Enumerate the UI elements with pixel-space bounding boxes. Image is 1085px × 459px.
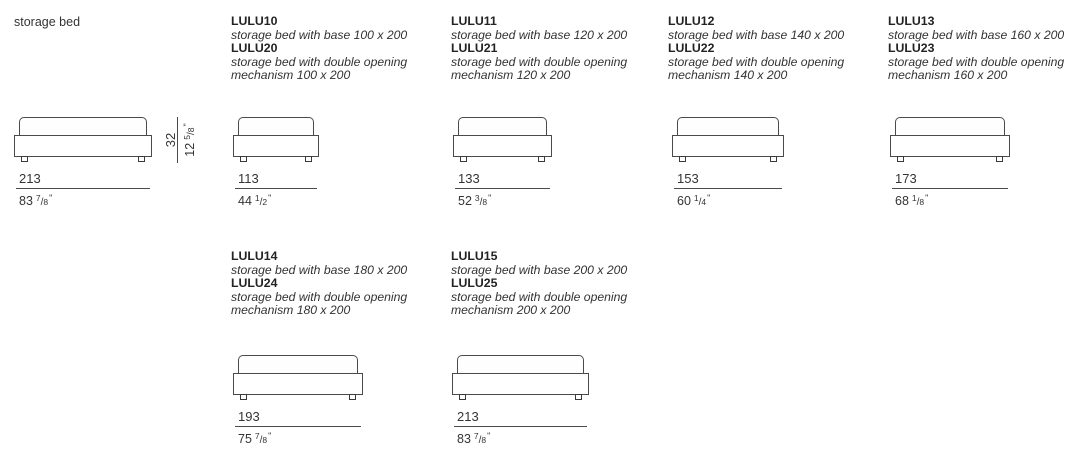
- dimension-line: [454, 426, 587, 427]
- bed-drawing-173: [890, 117, 1010, 217]
- dimension-inches: 83 $^7$/8": [19, 193, 53, 208]
- dimension-cm: 173: [895, 171, 917, 186]
- bed-foot: [240, 394, 247, 400]
- dimension-inches: 52 $^3$/8": [458, 193, 492, 208]
- dimension-cm: 213: [19, 171, 41, 186]
- mattress-outline: [19, 117, 147, 135]
- model-description: storage bed with double opening mechanism 200 x 200: [451, 289, 628, 318]
- bed-foot: [538, 156, 545, 162]
- dimension-inches: 60 $^1$/4": [677, 193, 711, 208]
- bed-front-view: [452, 355, 589, 400]
- bed-drawing-213b: [452, 355, 589, 455]
- bed-foot: [575, 394, 582, 400]
- bed-drawing-213: [14, 117, 152, 217]
- spec-column-lulu10: [231, 15, 443, 83]
- dimension-cm: 193: [238, 409, 260, 424]
- model-code: LULU12: [668, 14, 715, 28]
- height-dimension-cm: 32: [163, 132, 178, 148]
- dimension-inches: 83 $^7$/8": [457, 431, 491, 446]
- bed-foot: [460, 156, 467, 162]
- bed-front-view: [453, 117, 552, 162]
- model-code: LULU20: [231, 41, 278, 56]
- bed-foot: [459, 394, 466, 400]
- model-description: storage bed with base 180 x 200: [231, 262, 408, 277]
- dimension-cm: 153: [677, 171, 699, 186]
- dimension-line: [674, 188, 782, 189]
- dimension-line: [235, 188, 317, 189]
- dimension-inches: 75 $^7$/8": [238, 431, 272, 446]
- model-description: storage bed with base 160 x 200: [888, 27, 1065, 42]
- dimension-line: [16, 188, 150, 189]
- model-description: storage bed with base 120 x 200: [451, 27, 628, 42]
- model-description: storage bed with base 140 x 200: [668, 27, 845, 42]
- bed-foot: [349, 394, 356, 400]
- mattress-outline: [238, 117, 314, 135]
- storage-base-outline: [672, 135, 784, 157]
- spec-column-lulu12: [668, 15, 880, 83]
- model-description: storage bed with double opening mechanism 100 x 200: [231, 54, 408, 83]
- storage-base-outline: [453, 135, 552, 157]
- bed-front-view: [14, 117, 152, 162]
- mattress-outline: [458, 117, 547, 135]
- model-code: LULU11: [451, 14, 497, 28]
- model-code: LULU25: [451, 276, 498, 291]
- dimension-line: [892, 188, 1008, 189]
- bed-front-view: [233, 117, 319, 162]
- bed-foot: [305, 156, 312, 162]
- page-title: storage bed: [14, 15, 81, 29]
- dimension-inches: 44 $^1$/2": [238, 193, 272, 208]
- storage-base-outline: [233, 135, 319, 157]
- bed-front-view: [672, 117, 784, 162]
- storage-base-outline: [452, 373, 589, 395]
- mattress-outline: [895, 117, 1005, 135]
- dimension-cm: 133: [458, 171, 480, 186]
- bed-foot: [996, 156, 1003, 162]
- bed-front-view: [233, 355, 363, 400]
- dimension-cm: 113: [238, 171, 259, 186]
- spec-column-lulu15: [451, 250, 663, 318]
- bed-foot: [770, 156, 777, 162]
- storage-base-outline: [233, 373, 363, 395]
- spec-column-lulu13: [888, 15, 1085, 83]
- model-code: LULU21: [451, 41, 498, 56]
- mattress-outline: [457, 355, 584, 373]
- model-code: LULU23: [888, 41, 935, 56]
- bed-foot: [240, 156, 247, 162]
- model-code: LULU22: [668, 41, 715, 56]
- spec-column-lulu11: [451, 15, 663, 83]
- mattress-outline: [238, 355, 358, 373]
- model-description: storage bed with double opening mechanism 120 x 200: [451, 54, 628, 83]
- model-description: storage bed with double opening mechanism 140 x 200: [668, 54, 845, 83]
- bed-drawing-193: [233, 355, 363, 455]
- bed-foot: [679, 156, 686, 162]
- model-code: LULU15: [451, 249, 498, 263]
- height-dimension-inches: $12^5/8^"$: [182, 123, 197, 157]
- model-code: LULU10: [231, 14, 278, 28]
- model-code: LULU13: [888, 14, 935, 28]
- spec-column-lulu14: [231, 250, 443, 318]
- model-description: storage bed with base 200 x 200: [451, 262, 628, 277]
- model-code: LULU14: [231, 249, 278, 263]
- bed-foot: [138, 156, 145, 162]
- model-description: storage bed with base 100 x 200: [231, 27, 408, 42]
- bed-drawing-113: [233, 117, 319, 217]
- mattress-outline: [677, 117, 779, 135]
- model-description: storage bed with double opening mechanism 180 x 200: [231, 289, 408, 318]
- bed-foot: [21, 156, 28, 162]
- dimension-cm: 213: [457, 409, 479, 424]
- dimension-line: [455, 188, 550, 189]
- storage-base-outline: [14, 135, 152, 157]
- dimension-inches: 68 $^1$/8": [895, 193, 929, 208]
- dimension-line: [235, 426, 361, 427]
- bed-front-view: [890, 117, 1010, 162]
- model-description: storage bed with double opening mechanism 160 x 200: [888, 54, 1065, 83]
- bed-drawing-133: [453, 117, 552, 217]
- model-code: LULU24: [231, 276, 278, 291]
- storage-base-outline: [890, 135, 1010, 157]
- bed-drawing-153: [672, 117, 784, 217]
- bed-foot: [897, 156, 904, 162]
